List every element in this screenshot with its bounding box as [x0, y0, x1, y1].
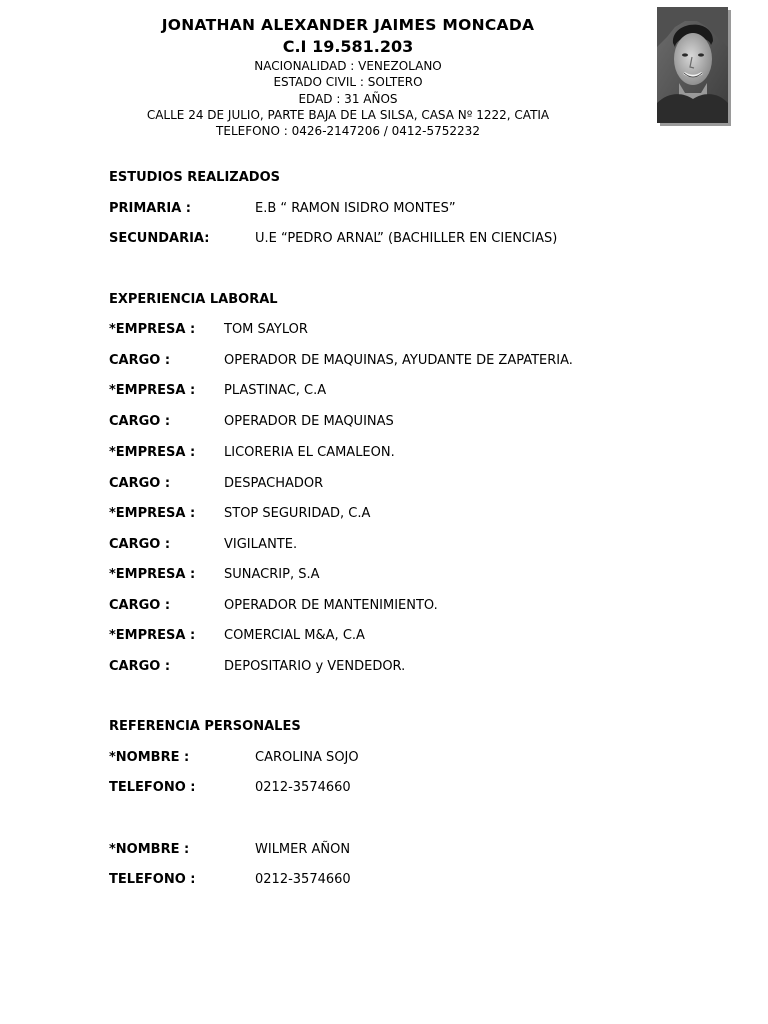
- reference-phone-label: TELEFONO :: [109, 780, 196, 795]
- civil-status: ESTADO CIVIL : SOLTERO: [273, 75, 423, 89]
- section-references-title: REFERENCIA PERSONALES: [109, 719, 301, 734]
- company-label: *EMPRESA :: [109, 383, 196, 398]
- position-label: CARGO :: [109, 598, 171, 613]
- position-label: CARGO :: [109, 476, 171, 491]
- nationality: NACIONALIDAD : VENEZOLANO: [254, 59, 442, 73]
- reference-phone-value: 0212-3574660: [255, 780, 351, 795]
- study-value: E.B “ RAMON ISIDRO MONTES”: [255, 201, 456, 216]
- reference-name-label: *NOMBRE :: [109, 842, 190, 857]
- section-studies-title: ESTUDIOS REALIZADOS: [109, 170, 280, 185]
- company-value: LICORERIA EL CAMALEON.: [224, 445, 395, 460]
- position-label: CARGO :: [109, 414, 171, 429]
- company-value: COMERCIAL M&A, C.A: [224, 628, 365, 643]
- study-value: U.E “PEDRO ARNAL” (BACHILLER EN CIENCIAS): [255, 231, 558, 246]
- company-value: PLASTINAC, C.A: [224, 383, 327, 398]
- study-label: SECUNDARIA:: [109, 231, 210, 246]
- company-value: SUNACRIP, S.A: [224, 567, 320, 582]
- address: CALLE 24 DE JULIO, PARTE BAJA DE LA SILSA, CASA Nº 1222, CATIA: [146, 108, 550, 122]
- id-number: C.I 19.581.203: [282, 37, 414, 56]
- position-value: OPERADOR DE MAQUINAS: [224, 414, 394, 429]
- position-label: CARGO :: [109, 353, 171, 368]
- company-label: *EMPRESA :: [109, 322, 196, 337]
- company-label: *EMPRESA :: [109, 628, 196, 643]
- full-name: JONATHAN ALEXANDER JAIMES MONCADA: [161, 16, 535, 34]
- reference-name-value: WILMER AÑON: [255, 842, 351, 857]
- reference-phone-value: 0212-3574660: [255, 872, 351, 887]
- position-value: DESPACHADOR: [224, 476, 324, 491]
- position-label: CARGO :: [109, 659, 171, 674]
- position-label: CARGO :: [109, 537, 171, 552]
- position-value: DEPOSITARIO y VENDEDOR.: [224, 659, 406, 674]
- profile-photo: [657, 7, 728, 123]
- person-photo-icon: [657, 7, 728, 123]
- position-value: OPERADOR DE MANTENIMIENTO.: [224, 598, 438, 613]
- company-value: STOP SEGURIDAD, C.A: [224, 506, 371, 521]
- phone: TELEFONO : 0426-2147206 / 0412-5752232: [216, 124, 480, 138]
- reference-phone-label: TELEFONO :: [109, 872, 196, 887]
- position-value: VIGILANTE.: [224, 537, 298, 552]
- position-value: OPERADOR DE MAQUINAS, AYUDANTE DE ZAPATERIA.: [224, 353, 573, 368]
- company-value: TOM SAYLOR: [224, 322, 308, 337]
- reference-name-label: *NOMBRE :: [109, 750, 190, 765]
- company-label: *EMPRESA :: [109, 445, 196, 460]
- company-label: *EMPRESA :: [109, 567, 196, 582]
- section-experience-title: EXPERIENCIA LABORAL: [109, 292, 278, 307]
- study-label: PRIMARIA :: [109, 201, 192, 216]
- company-label: *EMPRESA :: [109, 506, 196, 521]
- reference-name-value: CAROLINA SOJO: [255, 750, 359, 765]
- age: EDAD : 31 AÑOS: [298, 92, 398, 106]
